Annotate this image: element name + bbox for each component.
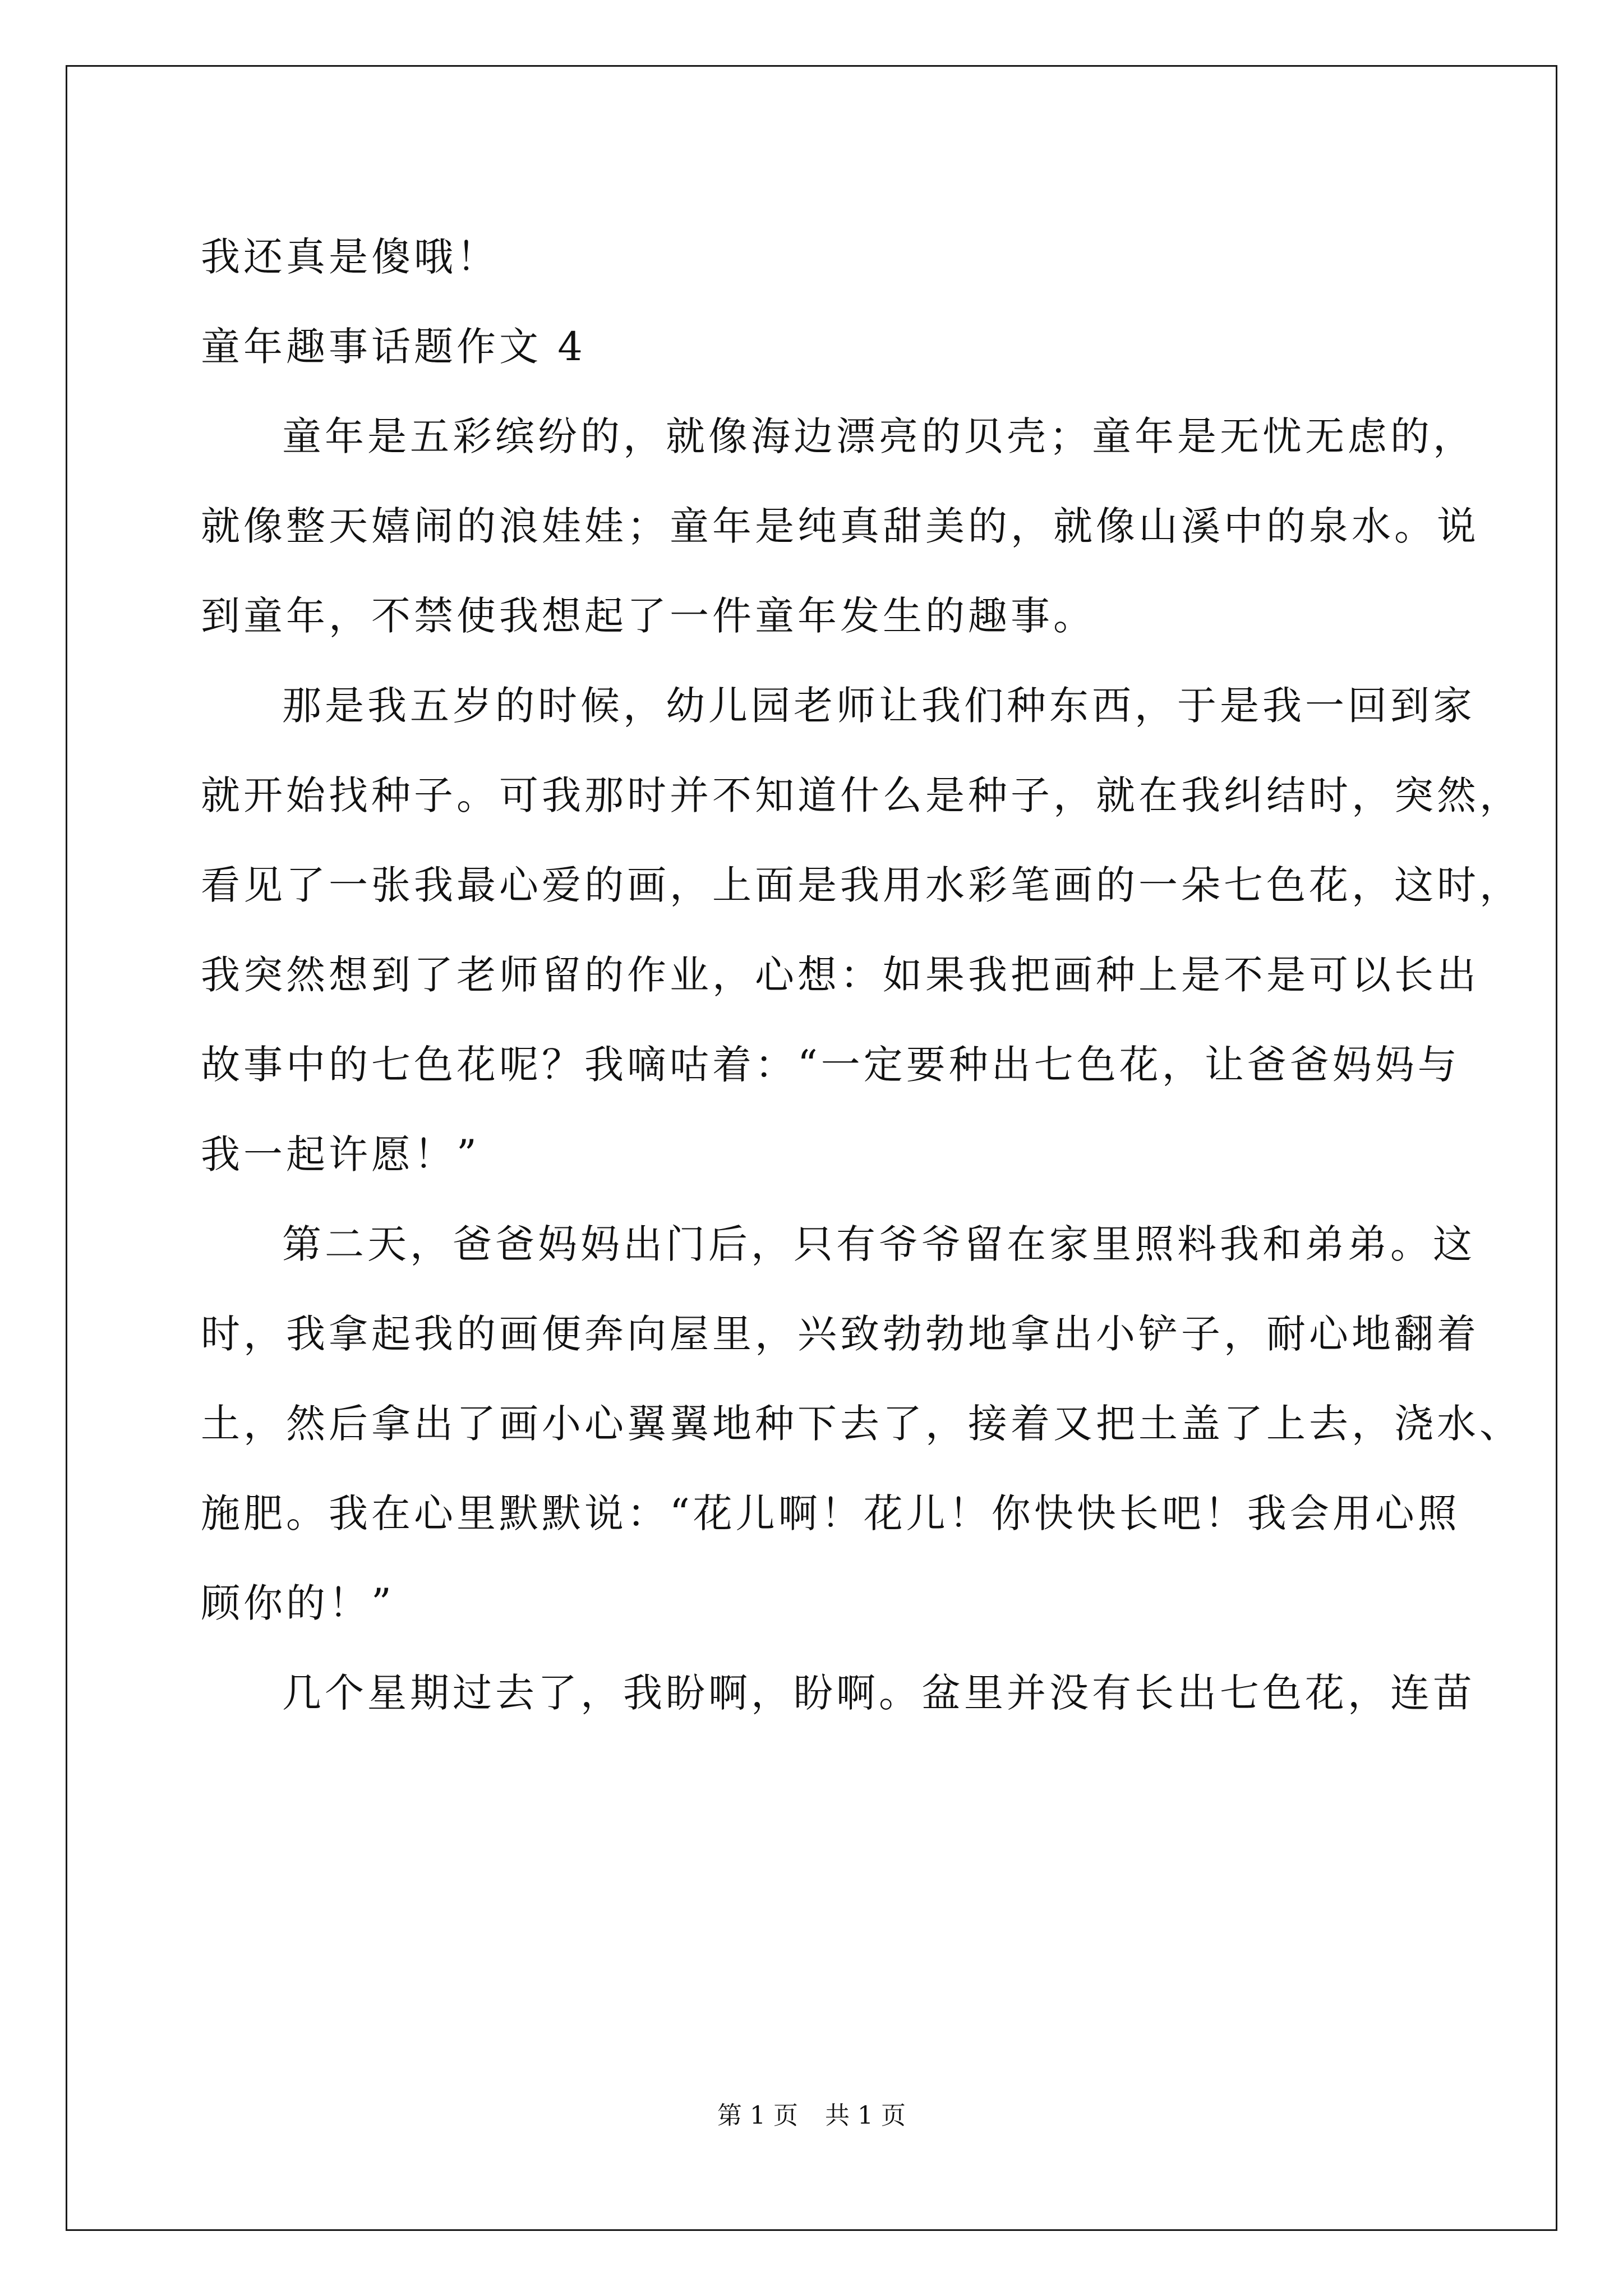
paragraph-line: 时，我拿起我的画便奔向屋里，兴致勃勃地拿出小铲子，耐心地翻着 (201, 1311, 1479, 1357)
section-title: 童年趣事话题作文 4 (201, 324, 586, 370)
paragraph-line: 那是我五岁的时候，幼儿园老师让我们种东西，于是我一回到家 (282, 683, 1476, 729)
paragraph-line: 看见了一张我最心爱的画，上面是我用水彩笔画的一朵七色花，这时， (201, 862, 1522, 908)
paragraph-line: 就开始找种子。可我那时并不知道什么是种子，就在我纠结时，突然， (201, 772, 1522, 818)
page-number: 第 1 页 (717, 2101, 798, 2130)
paragraph-line: 就像整天嬉闹的浪娃娃；童年是纯真甜美的，就像山溪中的泉水。说 (201, 503, 1479, 549)
paragraph-line: 我突然想到了老师留的作业，心想：如果我把画种上是不是可以长出 (201, 952, 1479, 998)
paragraph-line: 我一起许愿！” (201, 1131, 480, 1177)
paragraph-line: 几个星期过去了，我盼啊，盼啊。盆里并没有长出七色花，连苗 (282, 1670, 1476, 1716)
paragraph-line: 第二天，爸爸妈妈出门后，只有爷爷留在家里照料我和弟弟。这 (282, 1221, 1476, 1267)
paragraph-line: 童年是五彩缤纷的，就像海边漂亮的贝壳；童年是无忧无虑的， (282, 413, 1476, 459)
text-line: 我还真是傻哦！ (201, 234, 499, 280)
page-footer (0, 2095, 1623, 2131)
paragraph-line: 顾你的！” (201, 1580, 395, 1626)
paragraph-line: 施肥。我在心里默默说：“花儿啊！花儿！你快快长吧！我会用心照 (201, 1490, 1460, 1536)
paragraph-line: 到童年，不禁使我想起了一件童年发生的趣事。 (201, 593, 1096, 639)
paragraph-line: 土，然后拿出了画小心翼翼地种下去了，接着又把土盖了上去，浇水、 (201, 1401, 1522, 1447)
paragraph-line: 故事中的七色花呢？我嘀咕着：“一定要种出七色花，让爸爸妈妈与 (201, 1042, 1460, 1088)
document-body (201, 212, 1522, 1738)
page-total: 共 1 页 (825, 2101, 906, 2130)
